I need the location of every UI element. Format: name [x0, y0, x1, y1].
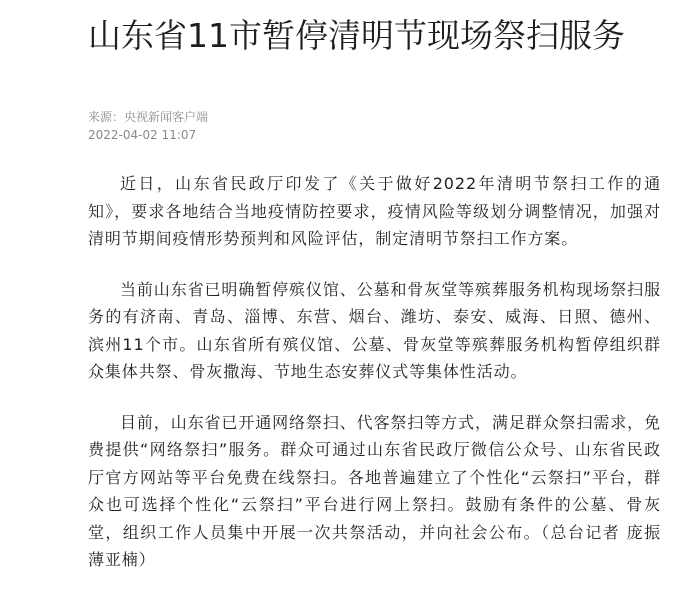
- article-title: 山东省11市暂停清明节现场祭扫服务: [88, 16, 625, 55]
- article-source: 来源：央视新闻客户端: [88, 110, 209, 124]
- article-paragraph-3: 目前，山东省已开通网络祭扫、代客祭扫等方式，满足群众祭扫需求，免费提供“网络祭扫”服务。群众可通过山东省民政厅微信公众号、山东省民政厅官方网站等平台免费在线祭扫。各地普遍建立了个性化“云祭扫”平台，群众也可选择个性化“云祭扫”平台进行网上祭扫。鼓励有条件的公墓、骨灰堂，组织工作人员集中开展一次共祭活动，并向社会公布。（总台记者 庞振 薄亚楠）: [88, 412, 661, 569]
- article-body: [88, 170, 661, 597]
- article-paragraph-2: 当前山东省已明确暂停殡仪馆、公墓和骨灰堂等殡葬服务机构现场祭扫服务的有济南、青岛、淄博、东营、烟台、潍坊、泰安、威海、日照、德州、滨州11个市。山东省所有殡仪馆、公墓、骨灰堂等殡葬服务机构暂停组织群众集体共祭、骨灰撒海、节地生态安葬仪式等集体性活动。: [88, 279, 661, 381]
- article-paragraph-1: 近日，山东省民政厅印发了《关于做好2022年清明节祭扫工作的通知》，要求各地结合当地疫情防控要求，疫情风险等级划分调整情况，加强对清明节期间疫情形势预判和风险评估，制定清明节祭扫工作方案。: [88, 174, 661, 248]
- article-date: 2022-04-02 11:07: [88, 128, 197, 142]
- article-meta: [88, 108, 208, 144]
